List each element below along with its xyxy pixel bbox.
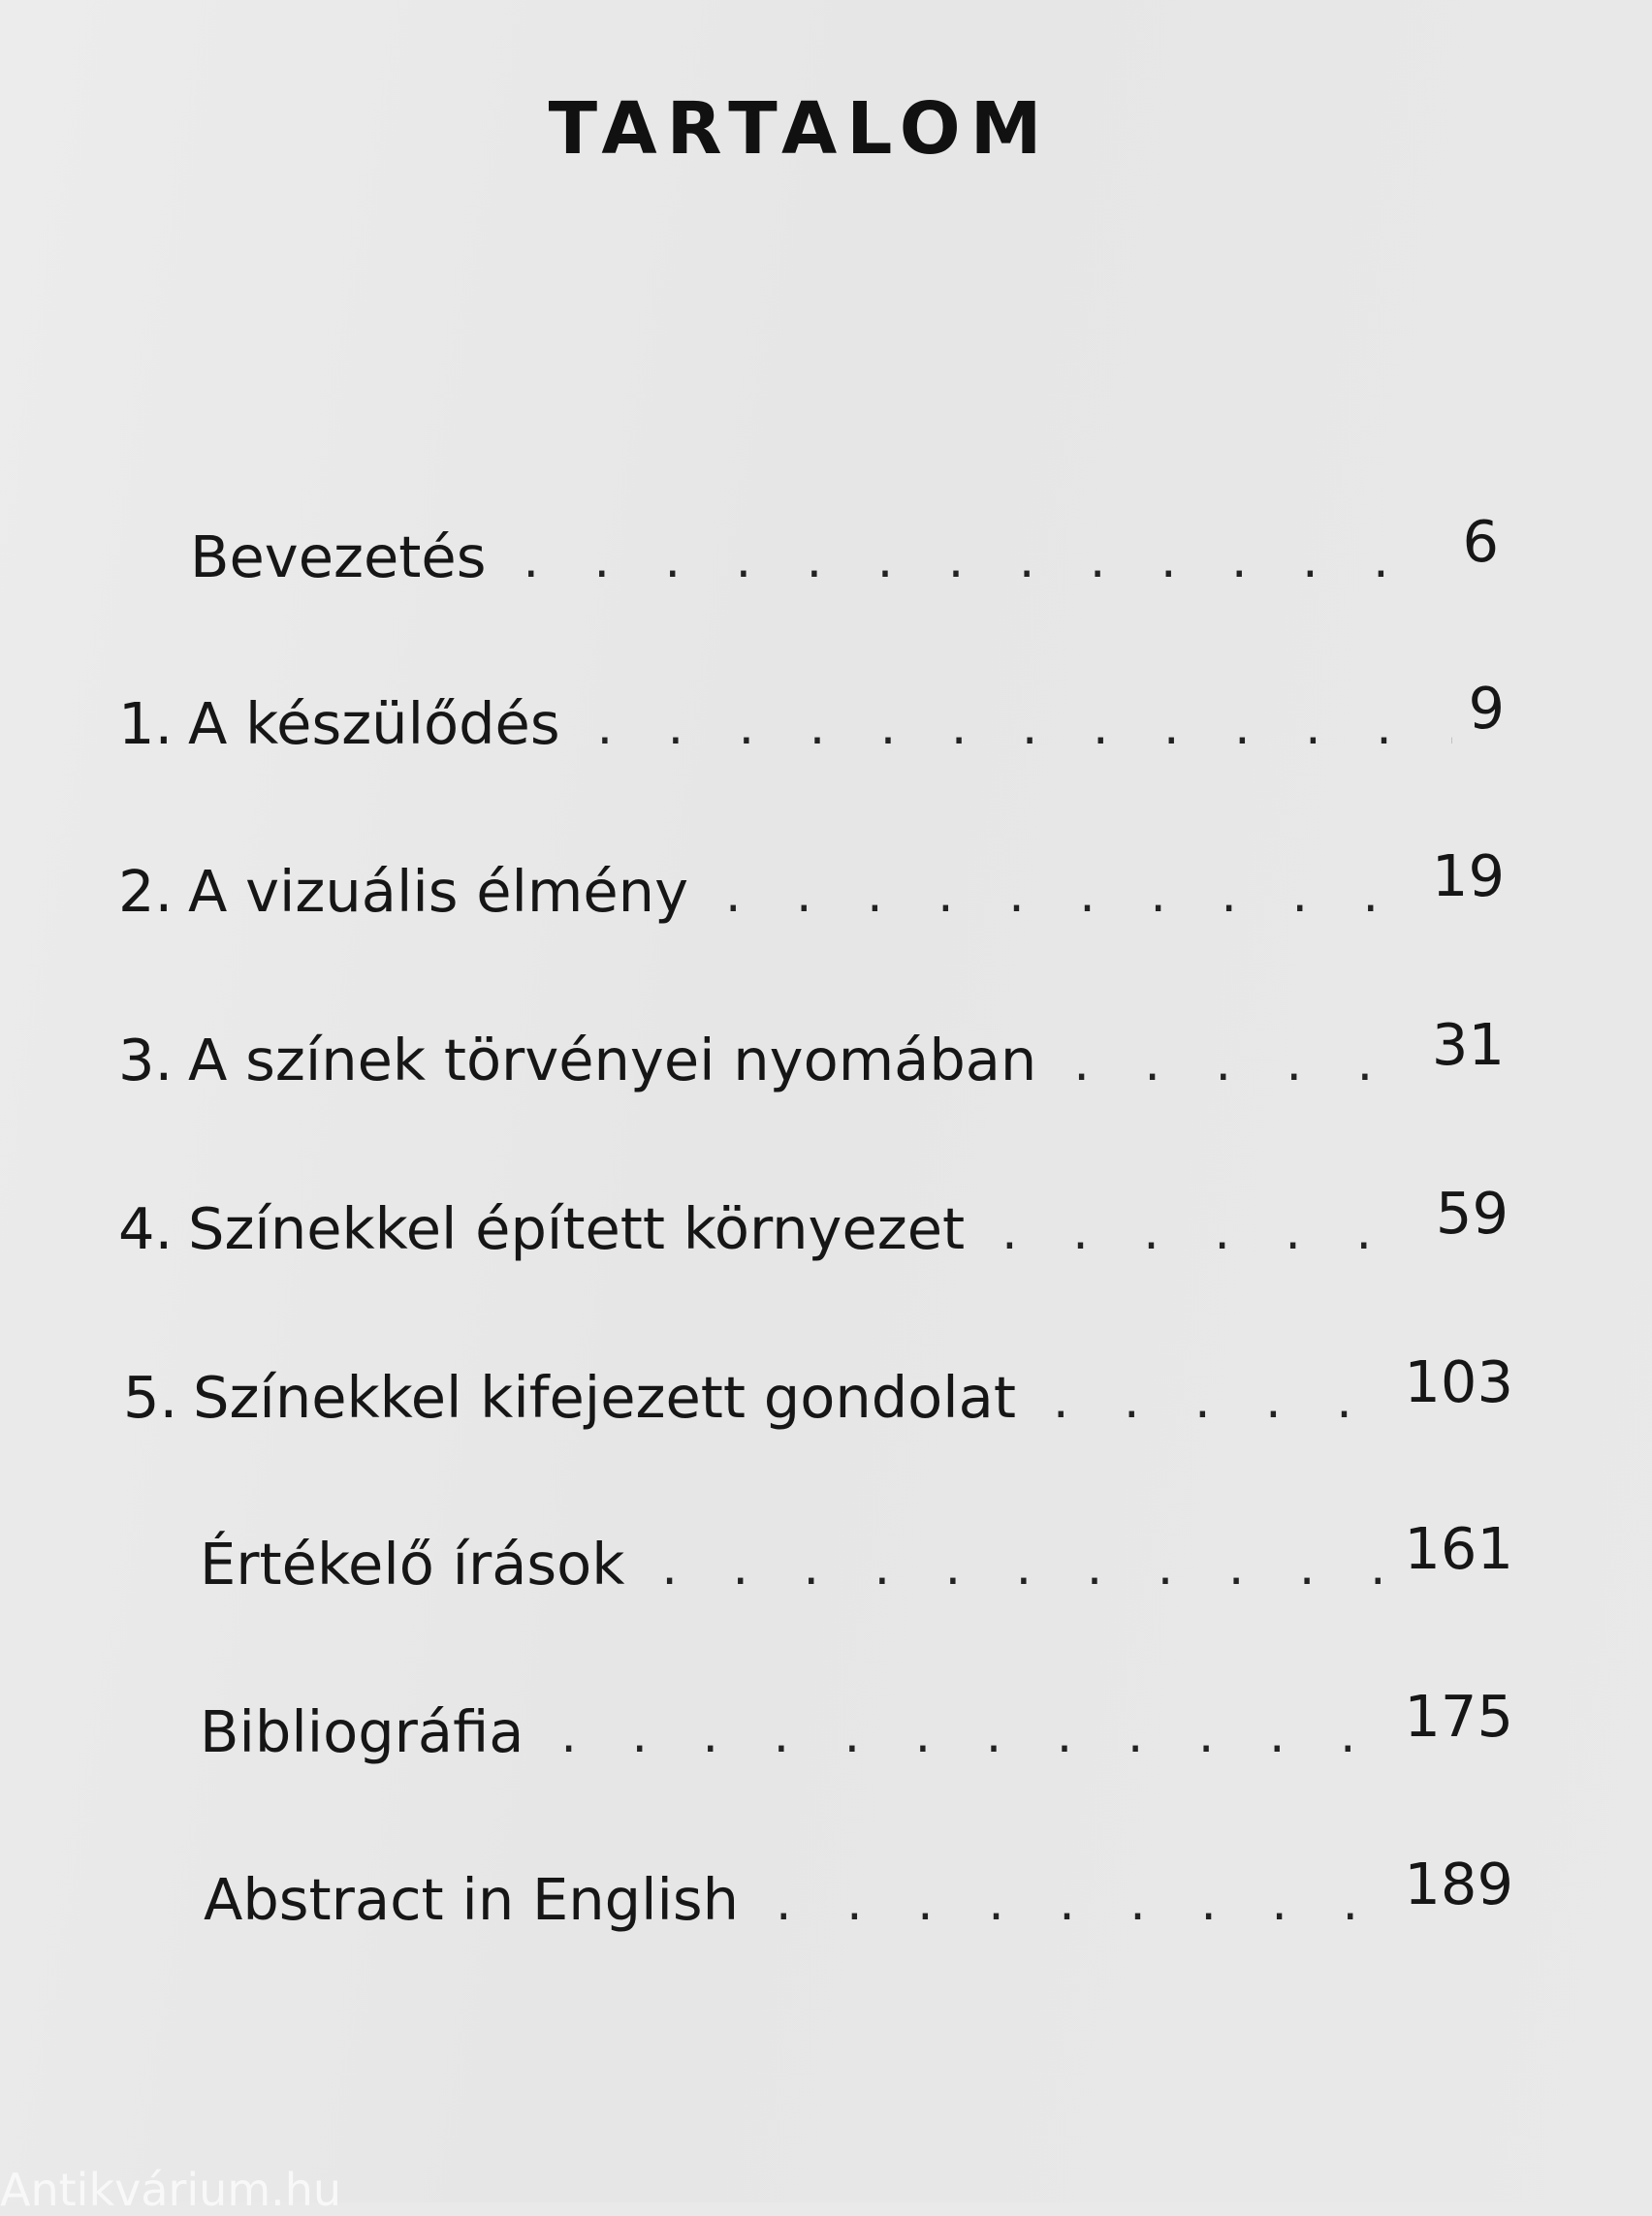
dot-leader — [597, 698, 1453, 756]
toc-page-number: 6 — [1462, 508, 1499, 575]
toc-entry — [200, 1683, 1513, 1786]
toc-entry-number: 2. — [118, 858, 174, 925]
dot-leader — [523, 531, 1446, 589]
page-title: TARTALOM — [548, 87, 1052, 171]
dot-leader — [725, 866, 1416, 924]
toc-entry — [118, 842, 1505, 945]
watermark: Antikvárium.hu — [0, 2164, 342, 2216]
toc-page-number: 31 — [1431, 1011, 1505, 1078]
dot-leader — [776, 1874, 1388, 1932]
toc-entry-number: 5. — [123, 1364, 178, 1431]
toc-page-number: 189 — [1404, 1851, 1513, 1917]
toc-page-number: 103 — [1404, 1348, 1513, 1415]
toc-entry-text: A készülődés — [188, 690, 560, 757]
toc-entry-number: 3. — [118, 1027, 174, 1093]
toc-entry-number: 1. — [118, 690, 174, 757]
toc-entry — [190, 508, 1499, 611]
toc-entry-text: A színek törvényei nyomában — [188, 1027, 1037, 1093]
dot-leader — [1073, 1034, 1416, 1092]
toc-entry-text: Bibliográfia — [200, 1698, 524, 1765]
dot-leader — [560, 1706, 1388, 1764]
toc-entry — [204, 1851, 1513, 1953]
toc-entry-text: Abstract in English — [204, 1866, 740, 1933]
toc-entry — [118, 1011, 1505, 1114]
toc-entry-text: Értékelő írások — [200, 1531, 625, 1598]
toc-entry-number: 4. — [118, 1195, 174, 1262]
toc-entry-text: A vizuális élmény — [188, 858, 688, 925]
toc-page-number: 9 — [1468, 675, 1505, 742]
dot-leader — [1053, 1372, 1388, 1430]
toc-entry-text: Bevezetés — [190, 523, 487, 590]
toc-entry — [123, 1348, 1513, 1451]
toc-entry-text: Színekkel kifejezett gondolat — [193, 1364, 1016, 1431]
toc-entry — [118, 1180, 1509, 1282]
toc-entry — [200, 1515, 1513, 1618]
toc-page-number: 19 — [1431, 842, 1505, 909]
toc-entry — [118, 675, 1505, 777]
toc-page-number: 59 — [1435, 1180, 1509, 1247]
dot-leader — [1001, 1203, 1420, 1261]
toc-page-number: 161 — [1404, 1515, 1513, 1582]
toc-entry-text: Színekkel épített környezet — [188, 1195, 966, 1262]
toc-page-number: 175 — [1404, 1683, 1513, 1750]
dot-leader — [661, 1538, 1388, 1597]
